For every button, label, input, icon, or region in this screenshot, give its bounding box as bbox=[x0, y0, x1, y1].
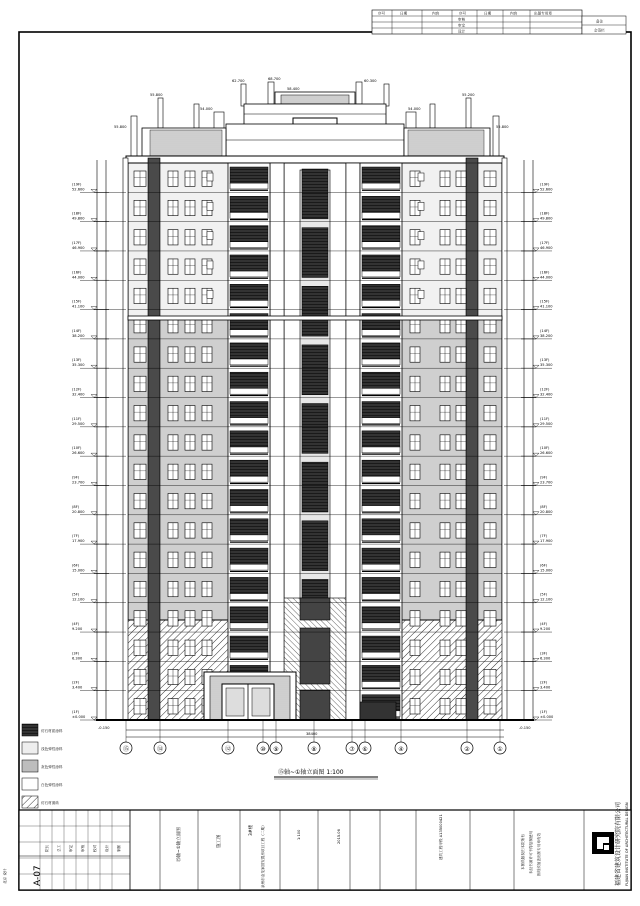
balcony-railing bbox=[230, 196, 268, 212]
axis-label: ⑥ bbox=[362, 746, 368, 753]
staff-label: 审定 bbox=[69, 844, 73, 852]
balcony-railing bbox=[230, 226, 268, 242]
staff-label: 院长 bbox=[45, 844, 49, 852]
floor-elev-right: 46.900 bbox=[540, 245, 553, 250]
floor-elev-left: 3.400 bbox=[72, 685, 83, 690]
rev-header-3: 内容 bbox=[432, 11, 440, 16]
floor-label-left: (4F) bbox=[72, 622, 80, 627]
legend-label-1: 仿石材质涂料 bbox=[41, 729, 63, 733]
balcony-railing bbox=[230, 255, 268, 271]
floor-elev-left: 44.000 bbox=[72, 275, 85, 280]
balcony-railing bbox=[230, 489, 268, 505]
staff-label: 设计 bbox=[105, 844, 109, 852]
rev-row-2: 审定 bbox=[458, 23, 466, 28]
floor-label-left: (14F) bbox=[72, 328, 82, 333]
rev-header-2: 日期 bbox=[400, 11, 408, 16]
balcony-railing bbox=[362, 636, 400, 652]
floor-elev-right: 26.600 bbox=[540, 451, 553, 456]
floor-label-left: (2F) bbox=[72, 680, 80, 685]
floor-elev-left: 12.100 bbox=[72, 597, 85, 602]
floor-label-left: (3F) bbox=[72, 651, 80, 656]
floor-elev-right: 23.700 bbox=[540, 480, 553, 485]
balcony-railing bbox=[230, 402, 268, 418]
floor-elev-right: 49.800 bbox=[540, 216, 553, 221]
floor-elev-right: 12.100 bbox=[540, 597, 553, 602]
rev-header-4: 序号 bbox=[459, 11, 467, 16]
note-3: 图纸须加盖出图专用章有效 bbox=[537, 832, 541, 876]
axis-label: ⑭ bbox=[156, 746, 164, 753]
top-level-8: 55.800 bbox=[114, 125, 127, 129]
legend-label-2: 浅色弹性涂料 bbox=[41, 747, 63, 751]
floor-label-left: (6F) bbox=[72, 563, 80, 568]
floor-label-right: (7F) bbox=[540, 534, 548, 539]
legend-swatch-3 bbox=[22, 760, 38, 772]
balcony-railing bbox=[362, 431, 400, 447]
company-name: 福建省建筑设计研究院有限公司 bbox=[615, 801, 622, 886]
floor-elev-right: 38.200 bbox=[540, 333, 553, 338]
floor-label-right: (4F) bbox=[540, 622, 548, 627]
floor-label-left: (13F) bbox=[72, 358, 82, 363]
floor-elev-right: 9.200 bbox=[540, 627, 551, 632]
entrance bbox=[204, 672, 296, 720]
floor-label-left: (15F) bbox=[72, 299, 82, 304]
rev-side-1: 备注 bbox=[596, 19, 604, 24]
floor-elev-left: 20.800 bbox=[72, 509, 85, 514]
axis-label: ⑦ bbox=[349, 746, 355, 753]
balcony-railing bbox=[362, 548, 400, 564]
floor-label-left: (9F) bbox=[72, 475, 80, 480]
floor-label-right: (17F) bbox=[540, 240, 550, 245]
roof-top-level: 68.700 bbox=[268, 77, 281, 81]
top-level-6: 54.000 bbox=[200, 107, 213, 111]
sheet-number: A-07 bbox=[33, 865, 43, 886]
material-legend bbox=[22, 724, 63, 808]
revision-table bbox=[372, 10, 626, 34]
rev-row-3: 设计 bbox=[458, 29, 466, 34]
floor-elev-left: 17.900 bbox=[72, 539, 85, 544]
floor-label-right: (2F) bbox=[540, 680, 548, 685]
note-1: 本图纸版权归本院所有 bbox=[521, 834, 525, 870]
axis-label: ⑧ bbox=[311, 746, 317, 753]
balcony-railing bbox=[362, 196, 400, 212]
floor-elev-left: 15.000 bbox=[72, 568, 85, 573]
floor-label-left: (5F) bbox=[72, 592, 80, 597]
floor-elev-right: 3.400 bbox=[540, 685, 551, 690]
floor-label-right: (6F) bbox=[540, 563, 548, 568]
company-logo bbox=[592, 832, 614, 854]
floor-elev-left: 49.800 bbox=[72, 216, 85, 221]
floor-elev-right: 20.800 bbox=[540, 509, 553, 514]
balcony-railing bbox=[362, 284, 400, 300]
floor-elev-right: 17.900 bbox=[540, 539, 553, 544]
floor-elev-right: 32.400 bbox=[540, 392, 553, 397]
floor-elev-right: 52.600 bbox=[540, 187, 553, 192]
floor-label-right: (11F) bbox=[540, 416, 550, 421]
floor-elev-right: 41.100 bbox=[540, 304, 553, 309]
floor-elev-left: 35.300 bbox=[72, 363, 85, 368]
balcony-railing bbox=[362, 460, 400, 476]
floor-label-right: (12F) bbox=[540, 387, 550, 392]
balcony-railing bbox=[362, 577, 400, 593]
floor-elev-left: 26.600 bbox=[72, 451, 85, 456]
legend-label-3: 灰色弹性涂料 bbox=[41, 765, 63, 769]
floor-elev-left: 38.200 bbox=[72, 333, 85, 338]
staff-label: 校对 bbox=[93, 844, 97, 852]
axis-label: ⑫ bbox=[224, 746, 232, 753]
floor-label-right: (14F) bbox=[540, 328, 550, 333]
balcony-railing bbox=[230, 607, 268, 623]
legend-label-4: 白色弹性涂料 bbox=[41, 783, 63, 787]
floor-label-right: (13F) bbox=[540, 358, 550, 363]
floor-label-left: (17F) bbox=[72, 240, 82, 245]
legend-swatch-1 bbox=[22, 724, 38, 736]
floor-elev-left: 41.100 bbox=[72, 304, 85, 309]
floor-elev-right: ±0.000 bbox=[540, 715, 554, 719]
balcony-railing bbox=[230, 577, 268, 593]
top-level-9: 55.800 bbox=[496, 125, 509, 129]
staff-label: 审核 bbox=[81, 844, 85, 852]
legend-label-5: 仿石材面砖 bbox=[41, 801, 59, 805]
floor-elev-right: 6.300 bbox=[540, 656, 551, 661]
floor-label-right: (16F) bbox=[540, 270, 550, 275]
floor-elev-left: 32.400 bbox=[72, 392, 85, 397]
rev-header-7: 出图专用章 bbox=[534, 11, 552, 16]
axis-label: ② bbox=[464, 746, 470, 753]
note-2: 未经书面许可不得复制使用 bbox=[529, 830, 533, 874]
legend-swatch-4 bbox=[22, 778, 38, 790]
balcony-railing bbox=[230, 167, 268, 183]
floor-label-left: (19F) bbox=[72, 182, 82, 187]
project-name: 泉州市金龙家园安置房项目工程（二期） bbox=[261, 823, 265, 888]
top-level-5: 55.200 bbox=[462, 93, 475, 97]
elevation-title: ⑮轴~①轴立面图 1:100 bbox=[278, 769, 344, 776]
floor-label-right: (10F) bbox=[540, 446, 550, 451]
axis-label: ⑮ bbox=[122, 746, 130, 753]
balcony-railing bbox=[362, 607, 400, 623]
balcony-railing bbox=[362, 519, 400, 535]
axis-label: ⑨ bbox=[273, 746, 279, 753]
vertical-stripe-right bbox=[466, 158, 478, 720]
staff-label: 制图 bbox=[117, 844, 121, 852]
top-level-4: 55.800 bbox=[150, 93, 163, 97]
balcony-railing bbox=[362, 167, 400, 183]
ground-level-right: -0.150 bbox=[519, 726, 531, 730]
floor-label-right: (5F) bbox=[540, 592, 548, 597]
balcony-railing bbox=[230, 636, 268, 652]
balcony-railing bbox=[230, 284, 268, 300]
floor-label-right: (3F) bbox=[540, 651, 548, 656]
floor-elev-left: 46.900 bbox=[72, 245, 85, 250]
balcony-railing bbox=[362, 255, 400, 271]
legend-swatch-2 bbox=[22, 742, 38, 754]
total-width: 38400 bbox=[306, 732, 318, 736]
balcony-railing bbox=[362, 402, 400, 418]
scale-text: 1:100 bbox=[297, 829, 301, 840]
balcony-railing bbox=[230, 519, 268, 535]
design-stage: 施工图 bbox=[217, 834, 222, 848]
floor-elev-left: 52.600 bbox=[72, 187, 85, 192]
elevation-caption bbox=[274, 768, 378, 779]
floor-elev-left: ±0.000 bbox=[72, 715, 86, 719]
axis-label: ④ bbox=[398, 746, 404, 753]
balcony-railing bbox=[362, 665, 400, 681]
axis-label: ① bbox=[497, 746, 503, 753]
floor-elev-left: 23.700 bbox=[72, 480, 85, 485]
vertical-stripe-left bbox=[148, 158, 160, 720]
balcony-railing bbox=[362, 226, 400, 242]
floor-label-right: (19F) bbox=[540, 182, 550, 187]
legend-swatch-5 bbox=[22, 796, 38, 808]
balcony-railing bbox=[230, 343, 268, 359]
balcony-railing bbox=[362, 343, 400, 359]
title-block bbox=[19, 802, 631, 890]
rev-side-2: 会签栏 bbox=[594, 28, 605, 33]
floor-elev-left: 29.500 bbox=[72, 421, 85, 426]
top-level-7: 54.000 bbox=[408, 107, 421, 111]
floor-label-left: (16F) bbox=[72, 270, 82, 275]
ground-level-left: -0.150 bbox=[98, 726, 110, 730]
floor-label-left: (7F) bbox=[72, 534, 80, 539]
balcony-railing bbox=[362, 372, 400, 388]
top-level-3: 60.300 bbox=[364, 79, 377, 83]
floor-elev-left: 9.200 bbox=[72, 627, 83, 632]
floor-label-left: (18F) bbox=[72, 211, 82, 216]
rev-header-6: 内容 bbox=[510, 11, 518, 16]
top-level-2: 62.700 bbox=[232, 79, 245, 83]
floor-elev-right: 35.300 bbox=[540, 363, 553, 368]
floor-elev-right: 15.000 bbox=[540, 568, 553, 573]
staff-label: 总工 bbox=[57, 844, 61, 852]
rev-header-5: 日期 bbox=[484, 11, 492, 16]
floor-label-right: (9F) bbox=[540, 475, 548, 480]
cert-text: 建筑工程甲级 A135000421 bbox=[439, 814, 443, 860]
floor-label-right: (18F) bbox=[540, 211, 550, 216]
floor-label-left: (1F) bbox=[72, 710, 80, 714]
floor-label-left: (10F) bbox=[72, 446, 82, 451]
floor-label-right: (15F) bbox=[540, 299, 550, 304]
balcony-railing bbox=[230, 460, 268, 476]
rev-header-1: 序号 bbox=[378, 11, 386, 16]
floor-elev-right: 44.000 bbox=[540, 275, 553, 280]
floor-elev-left: 6.300 bbox=[72, 656, 83, 661]
roof-structures bbox=[126, 82, 504, 163]
top-level-1: 58.400 bbox=[287, 87, 300, 91]
date-text: 2015.06 bbox=[337, 829, 341, 844]
floor-label-left: (12F) bbox=[72, 387, 82, 392]
company-name-en: FUJIAN INSTITUTE OF ARCHITECTURAL DESIGN bbox=[625, 802, 629, 886]
floor-label-right: (8F) bbox=[540, 504, 548, 509]
balcony-railing bbox=[230, 431, 268, 447]
axis-label: ⑩ bbox=[260, 746, 266, 753]
drawing-name: ⑮轴~①轴立面图 bbox=[177, 827, 182, 862]
floor-elev-right: 29.500 bbox=[540, 421, 553, 426]
balcony-railing bbox=[230, 548, 268, 564]
floor-label-left: (8F) bbox=[72, 504, 80, 509]
rev-row-1: 审核 bbox=[458, 17, 466, 22]
corner-text: 北京 设计 bbox=[3, 868, 7, 884]
building-no: 3#楼 bbox=[249, 824, 254, 836]
balcony-railing bbox=[230, 372, 268, 388]
balcony-railing bbox=[362, 489, 400, 505]
floor-label-right: (1F) bbox=[540, 710, 548, 714]
floor-label-left: (11F) bbox=[72, 416, 82, 421]
building-elevation bbox=[96, 82, 534, 720]
